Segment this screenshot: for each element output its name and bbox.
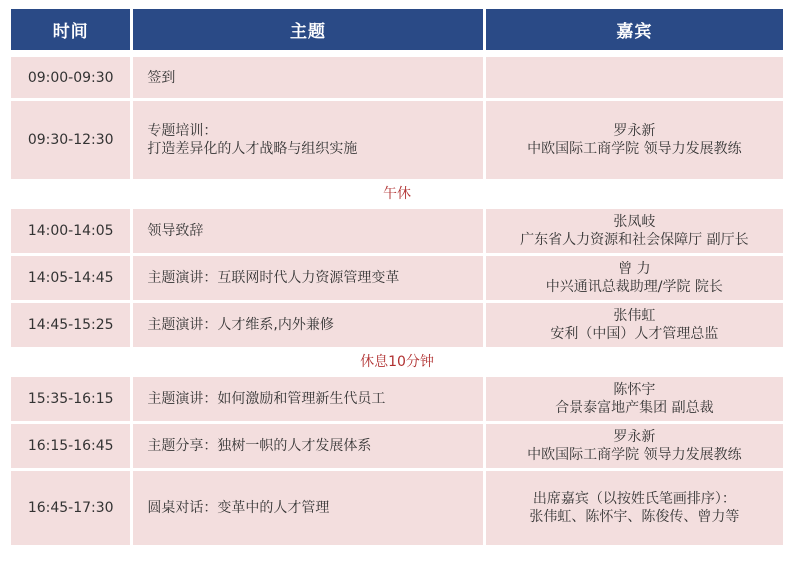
session-time: 09:30-12:30 <box>11 101 130 179</box>
guest-title: 张伟虹、陈怀宇、陈俊传、曾力等 <box>529 509 740 525</box>
topic-line: 领导致辞 <box>147 223 204 239</box>
session-guest <box>486 209 783 253</box>
guest-title: 中欧国际工商学院 领导力发展教练 <box>527 141 742 157</box>
topic-line: 主题分享：独树一帜的人才发展体系 <box>147 438 372 454</box>
header-guest: 嘉宾 <box>486 9 783 50</box>
schedule-body <box>11 57 783 545</box>
guest-name: 出席嘉宾（以按姓氏笔画排序）： <box>532 491 736 507</box>
topic-line: 主题演讲：互联网时代人力资源管理变革 <box>147 270 400 286</box>
session-topic <box>133 377 482 421</box>
guest-title: 合景泰富地产集团 副总裁 <box>555 400 714 416</box>
topic-line: 专题培训： <box>147 123 218 139</box>
guest-name: 陈怀宇 <box>613 382 656 398</box>
guest-title: 中兴通讯总裁助理/学院 院长 <box>545 279 723 295</box>
guest-name: 张凤岐 <box>613 214 656 230</box>
session-time: 15:35-16:15 <box>11 377 130 421</box>
topic-line: 圆桌对话：变革中的人才管理 <box>147 500 330 516</box>
session-topic <box>133 303 482 347</box>
session-guest <box>486 377 783 421</box>
break-row <box>11 350 783 374</box>
session-row <box>11 209 783 253</box>
session-row <box>11 424 783 468</box>
session-guest <box>486 101 783 179</box>
session-topic <box>133 209 482 253</box>
header-topic: 主题 <box>133 9 482 50</box>
guest-title: 安利（中国）人才管理总监 <box>550 326 719 342</box>
session-guest <box>486 424 783 468</box>
session-time: 14:45-15:25 <box>11 303 130 347</box>
topic-line: 打造差异化的人才战略与组织实施 <box>147 141 358 157</box>
session-row <box>11 471 783 545</box>
header-row <box>11 9 783 50</box>
schedule-container <box>11 9 783 561</box>
guest-name: 罗永新 <box>613 429 656 445</box>
session-topic <box>133 424 482 468</box>
break-row <box>11 182 783 206</box>
session-topic <box>133 101 482 179</box>
session-topic <box>133 471 482 545</box>
header-spacer <box>11 53 783 54</box>
session-time: 16:15-16:45 <box>11 424 130 468</box>
session-time: 16:45-17:30 <box>11 471 130 545</box>
session-row <box>11 101 783 179</box>
session-time: 14:05-14:45 <box>11 256 130 300</box>
guest-name: 曾 力 <box>618 261 651 277</box>
guest-name: 罗永新 <box>613 123 656 139</box>
session-topic <box>133 57 482 98</box>
guest-name: 张伟虹 <box>613 308 656 324</box>
session-row <box>11 377 783 421</box>
session-guest <box>486 57 783 98</box>
session-row <box>11 57 783 98</box>
schedule-table <box>8 6 786 548</box>
session-guest <box>486 256 783 300</box>
session-row <box>11 256 783 300</box>
break-label: 休息10分钟 <box>11 350 783 374</box>
break-label: 午休 <box>11 182 783 206</box>
session-topic <box>133 256 482 300</box>
topic-line: 主题演讲：如何激励和管理新生代员工 <box>147 391 386 407</box>
guest-title: 中欧国际工商学院 领导力发展教练 <box>527 447 742 463</box>
topic-line: 签到 <box>147 69 176 86</box>
session-time: 09:00-09:30 <box>11 57 130 98</box>
session-guest <box>486 471 783 545</box>
session-row <box>11 303 783 347</box>
session-guest <box>486 303 783 347</box>
topic-line: 主题演讲：人才维系,内外兼修 <box>147 317 334 333</box>
guest-title: 广东省人力资源和社会保障厅 副厅长 <box>520 232 749 248</box>
session-time: 14:00-14:05 <box>11 209 130 253</box>
header-time: 时间 <box>11 9 130 50</box>
